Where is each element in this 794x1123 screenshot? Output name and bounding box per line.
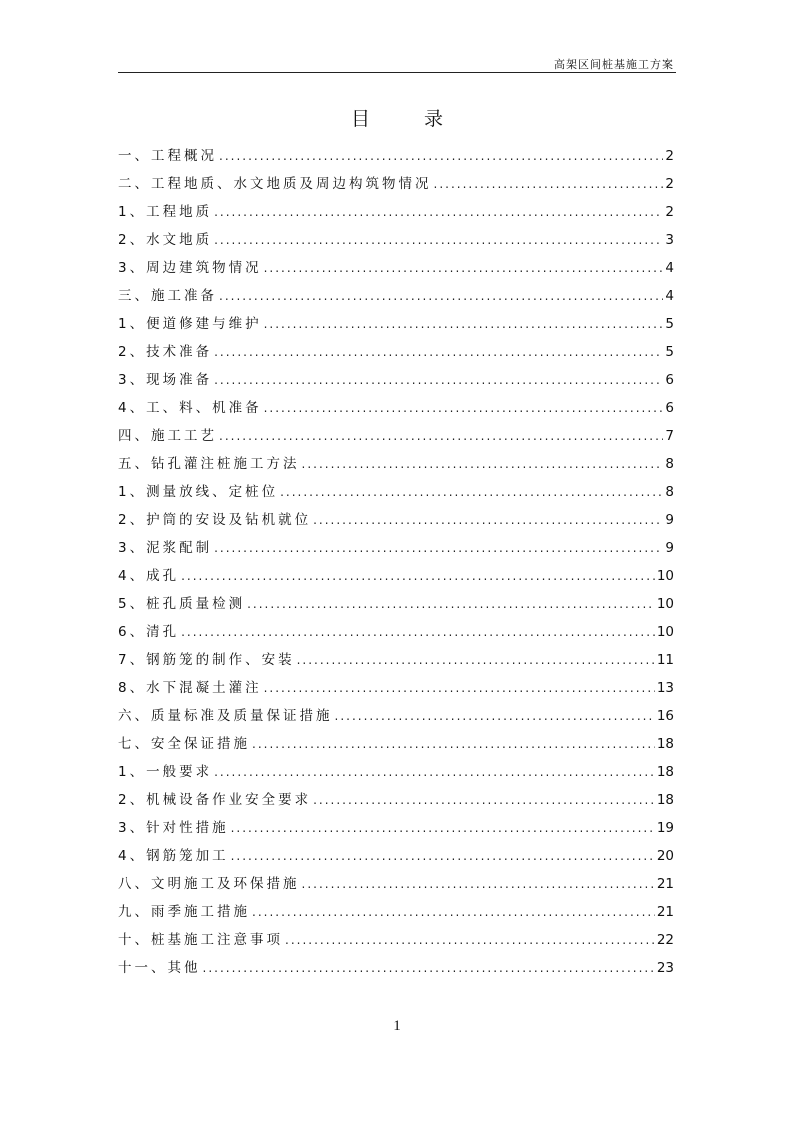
toc-entry-page: 10 (656, 568, 674, 584)
toc-leader-dots (219, 142, 663, 170)
toc-leader-dots (264, 310, 664, 338)
toc-entry[interactable] (118, 310, 674, 338)
toc-entry-page: 5 (665, 316, 674, 332)
toc-leader-dots (302, 870, 655, 898)
toc-entry-page: 2 (665, 148, 674, 164)
toc-entry-label: 2、水文地质 (118, 232, 213, 248)
toc-entry-label: 7、钢筋笼的制作、安装 (118, 652, 295, 668)
toc-entry[interactable] (118, 226, 674, 254)
toc-entry-label: 十一、其他 (118, 960, 201, 976)
toc-leader-dots (231, 842, 655, 870)
toc-entry[interactable] (118, 450, 674, 478)
toc-entry-label: 6、清孔 (118, 624, 180, 640)
toc-entry-page: 19 (656, 820, 674, 836)
toc-leader-dots (214, 758, 655, 786)
toc-entry-page: 9 (665, 512, 674, 528)
toc-entry-page: 23 (656, 960, 674, 976)
toc-entry-label: 4、工、料、机准备 (118, 400, 262, 416)
toc-leader-dots (231, 814, 655, 842)
toc-leader-dots (252, 730, 655, 758)
toc-entry[interactable] (118, 674, 674, 702)
toc-leader-dots (214, 366, 663, 394)
toc-entry-label: 二、工程地质、水文地质及周边构筑物情况 (118, 176, 432, 192)
toc-entry-page: 4 (665, 260, 674, 276)
toc-entry[interactable] (118, 282, 674, 310)
toc-entry-label: 3、泥浆配制 (118, 540, 213, 556)
toc-entry-page: 21 (656, 876, 674, 892)
toc-leader-dots (219, 282, 663, 310)
toc-entry-label: 1、工程地质 (118, 204, 213, 220)
toc-entry-page: 10 (656, 596, 674, 612)
toc-entry[interactable] (118, 786, 674, 814)
toc-entry-label: 五、钻孔灌注桩施工方法 (118, 456, 300, 472)
toc-leader-dots (280, 478, 663, 506)
toc-entry-page: 2 (665, 176, 674, 192)
toc-entry-label: 3、现场准备 (118, 372, 213, 388)
toc-entry[interactable] (118, 730, 674, 758)
toc-entry[interactable] (118, 758, 674, 786)
toc-entry-label: 八、文明施工及环保措施 (118, 876, 300, 892)
toc-entry-label: 3、周边建筑物情况 (118, 260, 262, 276)
toc-leader-dots (297, 646, 655, 674)
toc-entry[interactable] (118, 646, 674, 674)
toc-entry-page: 4 (665, 288, 674, 304)
toc-entry-page: 22 (656, 932, 674, 948)
toc-entry-page: 5 (665, 344, 674, 360)
toc-entry[interactable] (118, 254, 674, 282)
toc-entry[interactable] (118, 590, 674, 618)
toc-leader-dots (335, 702, 655, 730)
toc-entry-label: 1、一般要求 (118, 764, 213, 780)
toc-entry-label: 九、雨季施工措施 (118, 904, 250, 920)
toc-entry[interactable] (118, 198, 674, 226)
toc-entry[interactable] (118, 898, 674, 926)
toc-entry-page: 2 (665, 204, 674, 220)
toc-entry-label: 1、便道修建与维护 (118, 316, 262, 332)
toc-leader-dots (264, 674, 655, 702)
toc-leader-dots (264, 254, 664, 282)
toc-entry-page: 3 (665, 232, 674, 248)
toc-entry-label: 2、技术准备 (118, 344, 213, 360)
toc-entry[interactable] (118, 366, 674, 394)
toc-entry-page: 16 (656, 708, 674, 724)
toc-entry[interactable] (118, 338, 674, 366)
toc-entry[interactable] (118, 562, 674, 590)
toc-entry[interactable] (118, 842, 674, 870)
toc-entry-page: 9 (665, 540, 674, 556)
toc-leader-dots (219, 422, 663, 450)
toc-leader-dots (214, 534, 663, 562)
toc-entry-page: 20 (656, 848, 674, 864)
toc-entry[interactable] (118, 926, 674, 954)
toc-leader-dots (203, 954, 655, 982)
toc-entry-label: 六、质量标准及质量保证措施 (118, 708, 333, 724)
toc-leader-dots (252, 898, 655, 926)
toc-leader-dots (285, 926, 655, 954)
toc-entry-label: 2、机械设备作业安全要求 (118, 792, 312, 808)
toc-entry-label: 1、测量放线、定桩位 (118, 484, 279, 500)
toc-entry[interactable] (118, 394, 674, 422)
toc-entry-page: 10 (656, 624, 674, 640)
toc-entry-label: 4、钢筋笼加工 (118, 848, 229, 864)
toc-entry-page: 6 (665, 400, 674, 416)
toc-leader-dots (264, 394, 664, 422)
toc-entry[interactable] (118, 534, 674, 562)
toc-entry-page: 6 (665, 372, 674, 388)
toc-list (118, 142, 674, 982)
toc-entry[interactable] (118, 422, 674, 450)
header-title: 高架区间桩基施工方案 (554, 58, 674, 71)
page-header (118, 52, 676, 73)
toc-entry-page: 8 (665, 456, 674, 472)
toc-leader-dots (247, 590, 655, 618)
toc-entry-label: 十、桩基施工注意事项 (118, 932, 283, 948)
toc-entry-page: 11 (656, 652, 674, 668)
toc-entry[interactable] (118, 814, 674, 842)
toc-entry[interactable] (118, 702, 674, 730)
toc-leader-dots (181, 562, 655, 590)
toc-title: 目 录 (350, 108, 468, 130)
toc-leader-dots (434, 170, 664, 198)
toc-entry-label: 三、施工准备 (118, 288, 217, 304)
toc-entry-page: 13 (656, 680, 674, 696)
toc-entry[interactable] (118, 478, 674, 506)
toc-entry[interactable] (118, 870, 674, 898)
toc-entry-page: 8 (665, 484, 674, 500)
toc-entry-page: 7 (665, 428, 674, 444)
toc-leader-dots (181, 618, 655, 646)
toc-entry[interactable] (118, 954, 674, 982)
toc-entry-label: 8、水下混凝土灌注 (118, 680, 262, 696)
toc-entry-page: 18 (656, 764, 674, 780)
toc-entry-page: 18 (656, 792, 674, 808)
toc-entry[interactable] (118, 142, 674, 170)
toc-entry-label: 2、护筒的安设及钻机就位 (118, 512, 312, 528)
toc-entry-label: 四、施工工艺 (118, 428, 217, 444)
toc-entry-label: 3、针对性措施 (118, 820, 229, 836)
toc-entry-page: 21 (656, 904, 674, 920)
toc-entry[interactable] (118, 506, 674, 534)
toc-leader-dots (214, 338, 663, 366)
toc-leader-dots (313, 786, 655, 814)
toc-entry-label: 4、成孔 (118, 568, 180, 584)
toc-leader-dots (214, 198, 663, 226)
page-number: 1 (393, 1018, 401, 1034)
toc-leader-dots (302, 450, 664, 478)
toc-leader-dots (313, 506, 663, 534)
toc-entry-label: 5、桩孔质量检测 (118, 596, 246, 612)
toc-leader-dots (214, 226, 663, 254)
toc-entry-label: 一、工程概况 (118, 148, 217, 164)
toc-entry-page: 18 (656, 736, 674, 752)
toc-entry-label: 七、安全保证措施 (118, 736, 250, 752)
toc-entry[interactable] (118, 170, 674, 198)
toc-entry[interactable] (118, 618, 674, 646)
